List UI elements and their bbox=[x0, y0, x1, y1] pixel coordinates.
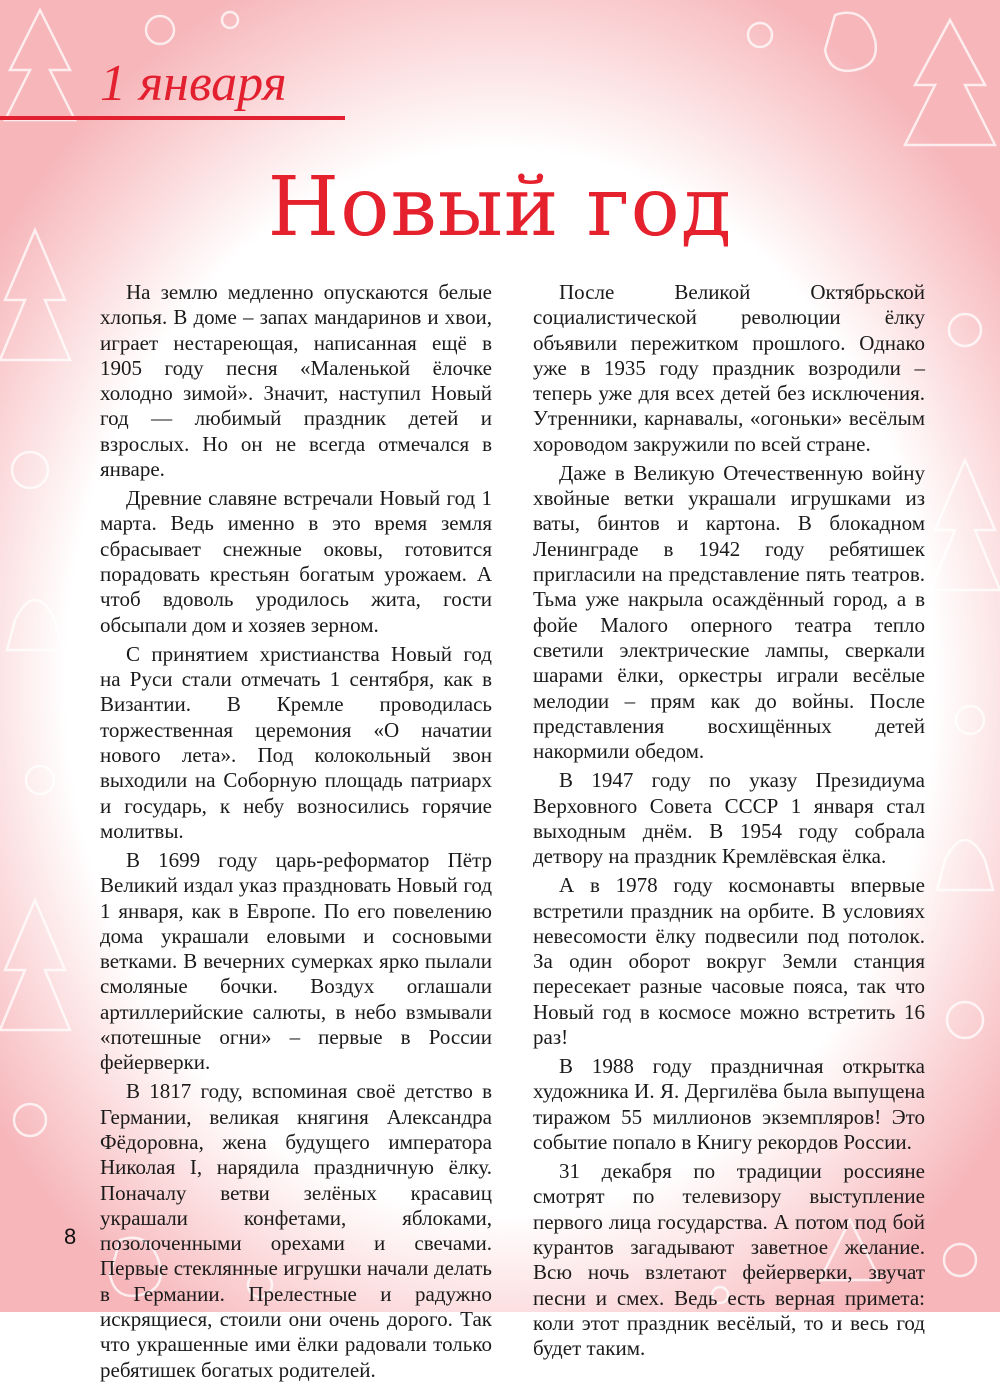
paragraph: С принятием христианства Новый год на Руси стали отмечать 1 сентября, как в Византии. В Кремле проводилась торжественная церемония «О начатии нового лета». Под колокольный звон выходили на Соборную площадь патриарх и государь, к небу возносились горячие молитвы. bbox=[100, 641, 492, 843]
page-title: Новый год bbox=[267, 160, 733, 255]
tree-ornament-icon bbox=[5, 10, 75, 120]
tree-ornament-icon bbox=[905, 20, 995, 145]
snowflake-icon bbox=[146, 16, 174, 44]
snowflake-icon bbox=[26, 766, 54, 794]
mitten-icon bbox=[825, 13, 876, 71]
paragraph: На землю медленно опускаются белые хлопья. В доме – запах мандаринов и хвои, играет нестареющая, написанная ещё в 1905 году песня «Маленькой ёлочке холодно зимой». Значит, наступил Новый год — любимый праздник детей и взрослых. Но он не всегда отмечался в январе. bbox=[100, 280, 492, 482]
snowflake-icon bbox=[949, 314, 981, 346]
snowflake-icon bbox=[956, 706, 984, 734]
snowflake-icon bbox=[14, 1104, 46, 1136]
paragraph: Даже в Великую Отечественную войну хвойные ветки украшали игрушками из ваты, бинтов и картона. В блокадном Ленинграде в 1942 году ребятишек пригласили на представление пять театров. Тьма уже накрыла осаждённый город, а в фойе Малого оперного театра тепло светили электрические лампы, сверкали шарами ёлки, оркестры играли весёлые мелодии – прям как до войны. После представления восхищённых детей накормили обедом. bbox=[533, 460, 925, 764]
bell-icon bbox=[7, 600, 63, 650]
snowflake-icon bbox=[944, 1244, 976, 1276]
bell-icon bbox=[937, 840, 993, 890]
snowflake-icon bbox=[748, 23, 772, 47]
date-heading: 1 января bbox=[100, 55, 287, 112]
snowflake-icon bbox=[12, 452, 48, 488]
paragraph: 31 декабря по традиции россияне смотрят по телевизору выступление первого лица государства. А потом под бой курантов загадывают заветное желание. Всю ночь взлетают фейерверки, звучат песни и смех. Ведь есть верная примета: коли этот праздник весёлый, то и весь год будет таким. bbox=[533, 1159, 925, 1361]
paragraph: В 1817 году, вспоминая своё детство в Германии, великая княгиня Александра Фёдоровна, жена будущего императора Николая I, нарядила праздничную ёлку. Поначалу ветви зелёных красавиц украшали конфетами, яблоками, позолоченными орехами и свечами. Первые стеклянные игрушки начали делать в Германии. Прелестные и радужно искрящиеся, стоили они очень дорого. Так что украшенные ими ёлки радовали только ребятишек богатых родителей. bbox=[100, 1079, 492, 1382]
left-text-column bbox=[100, 280, 492, 1387]
page-number: 8 bbox=[64, 1224, 77, 1249]
snowflake-icon bbox=[947, 1002, 983, 1038]
paragraph: В 1988 году праздничная открытка художника И. Я. Дергилёва была выпущена тиражом 55 миллионов экземпляров! Это событие попало в Книгу рекордов России. bbox=[533, 1054, 925, 1154]
date-underline bbox=[0, 116, 345, 120]
paragraph: Древние славяне встречали Новый год 1 марта. Ведь именно в это время земля сбрасывает снежные оковы, готовится порадовать крестьян богатым урожаем. А чтоб вдоволь уродилось жита, гости обсыпали дом и хозяев зерном. bbox=[100, 486, 492, 637]
right-text-column bbox=[533, 280, 925, 1365]
paragraph: А в 1978 году космонавты впервые встретили праздник на орбите. В условиях невесомости ёлку подвесили под потолок. За один оборот вокруг Земли станция пересекает разные часовые пояса, так что Новый год в космосе можно встретить 16 раз! bbox=[533, 873, 925, 1049]
tree-ornament-icon bbox=[0, 900, 70, 1030]
tree-ornament-icon bbox=[930, 460, 1000, 590]
paragraph: После Великой Октябрьской социалистической революции ёлку объявили пережитком прошлого. Однако уже в 1935 году праздник возродили – теперь уже для всех детей без исключения. Утренники, карнавалы, «огоньки» весёлым хороводом закружили по всей стране. bbox=[533, 280, 925, 456]
paragraph: В 1699 году царь-реформатор Пётр Великий издал указ праздновать Новый год 1 января, как в Европе. По его повелению дома украшали еловыми и сосновыми ветками. В вечерних сумерках ярко пылали смоляные бочки. Воздух оглашали артиллерийские салюты, в небо взмывали «потешные огни» – первые в России фейерверки. bbox=[100, 847, 492, 1075]
paragraph: В 1947 году по указу Президиума Верховного Совета СССР 1 января стал выходным днём. В 1954 году собрала детвору на праздник Кремлёвская ёлка. bbox=[533, 768, 925, 869]
